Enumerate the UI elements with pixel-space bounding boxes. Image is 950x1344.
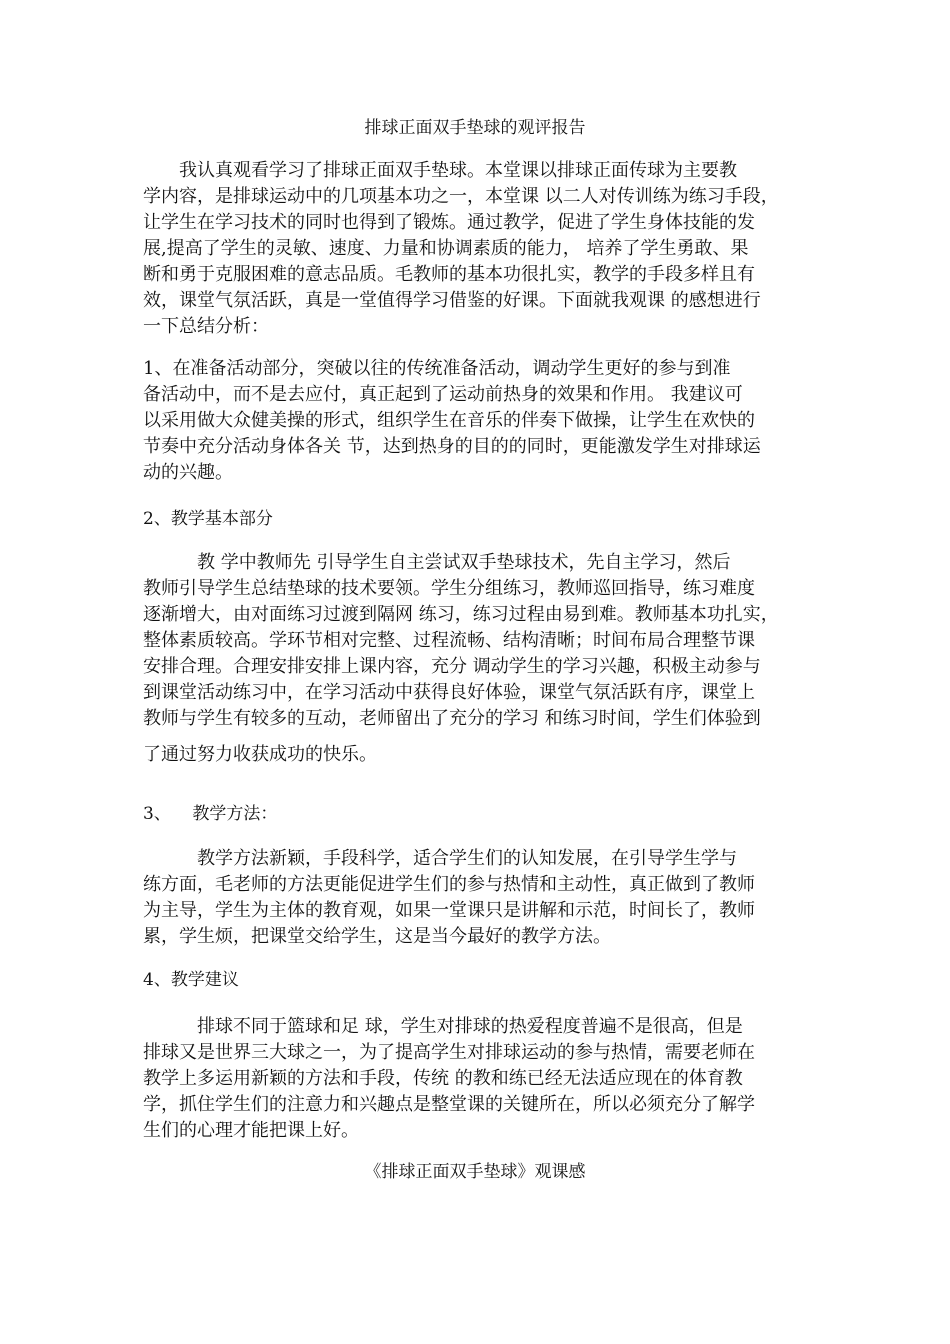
- section2-line: 逐渐增大，由对面练习过渡到隔网 练习，练习过程由易到难。教师基本功扎实，: [143, 604, 779, 625]
- intro-line: 效，课堂气氛活跃，真是一堂值得学习借鉴的好课。下面就我观课 的感想进行: [143, 290, 761, 311]
- section2-line: 教 学中教师先 引导学生自主尝试双手垫球技术，先自主学习，然后: [143, 552, 731, 573]
- section2-line: 教师与学生有较多的互动，老师留出了充分的学习 和练习时间，学生们体验到: [143, 708, 761, 729]
- section4-line: 生们的心理才能把课上好。: [143, 1120, 359, 1141]
- section1-line: 1、在准备活动部分，突破以往的传统准备活动，调动学生更好的参与到准: [143, 358, 731, 379]
- section4-line: 教学上多运用新颖的方法和手段，传统 的教和练已经无法适应现在的体育教: [143, 1068, 743, 1089]
- section1-line: 以采用做大众健美操的形式，组织学生在音乐的伴奏下做操，让学生在欢快的: [143, 410, 755, 431]
- section3-line: 为主导，学生为主体的教育观，如果一堂课只是讲解和示范，时间长了，教师: [143, 900, 755, 921]
- report-title: 排球正面双手垫球的观评报告: [364, 118, 586, 138]
- section2-line: 安排合理。合理安排安排上课内容，充分 调动学生的学习兴趣，积极主动参与: [143, 656, 761, 677]
- intro-line: 学内容，是排球运动中的几项基本功之一，本堂课 以二人对传训练为练习手段，: [143, 186, 779, 207]
- section1-line: 备活动中，而不是去应付，真正起到了运动前热身的效果和作用。 我建议可: [143, 384, 743, 405]
- section2-line: 了通过努力收获成功的快乐。: [143, 744, 377, 765]
- section4-line: 排球又是世界三大球之一，为了提高学生对排球运动的参与热情，需要老师在: [143, 1042, 755, 1063]
- section2-heading: 2、教学基本部分: [143, 509, 273, 529]
- section2-line: 到课堂活动练习中，在学习活动中获得良好体验，课堂气氛活跃有序，课堂上: [143, 682, 755, 703]
- footer-title: 《排球正面双手垫球》观课感: [364, 1162, 586, 1182]
- section1-line: 动的兴趣。: [143, 462, 233, 483]
- intro-line: 一下总结分析：: [143, 316, 269, 337]
- section3-heading: 3、 教学方法：: [143, 804, 278, 824]
- intro-line: 我认真观看学习了排球正面双手垫球。本堂课以排球正面传球为主要教: [143, 160, 737, 181]
- intro-line: 让学生在学习技术的同时也得到了锻炼。通过教学，促进了学生身体技能的发: [143, 212, 755, 233]
- section4-line: 排球不同于篮球和足 球，学生对排球的热爱程度普遍不是很高，但是: [143, 1016, 743, 1037]
- section2-line: 整体素质较高。学环节相对完整、过程流畅、结构清晰；时间布局合理整节课: [143, 630, 755, 651]
- intro-line: 展,提高了学生的灵敏、速度、力量和协调素质的能力， 培养了学生勇敢、果: [143, 238, 749, 259]
- section3-line: 教学方法新颖，手段科学，适合学生们的认知发展，在引导学生学与: [143, 848, 737, 869]
- section4-line: 学，抓住学生们的注意力和兴趣点是整堂课的关键所在，所以必须充分了解学: [143, 1094, 755, 1115]
- section1-line: 节奏中充分活动身体各关 节，达到热身的目的的同时，更能激发学生对排球运: [143, 436, 761, 457]
- intro-line: 断和勇于克服困难的意志品质。毛教师的基本功很扎实，教学的手段多样且有: [143, 264, 755, 285]
- section3-line: 练方面，毛老师的方法更能促进学生们的参与热情和主动性，真正做到了教师: [143, 874, 755, 895]
- section2-line: 教师引导学生总结垫球的技术要领。学生分组练习，教师巡回指导，练习难度: [143, 578, 755, 599]
- section4-heading: 4、教学建议: [143, 970, 239, 990]
- section3-line: 累，学生烦，把课堂交给学生，这是当今最好的教学方法。: [143, 926, 611, 947]
